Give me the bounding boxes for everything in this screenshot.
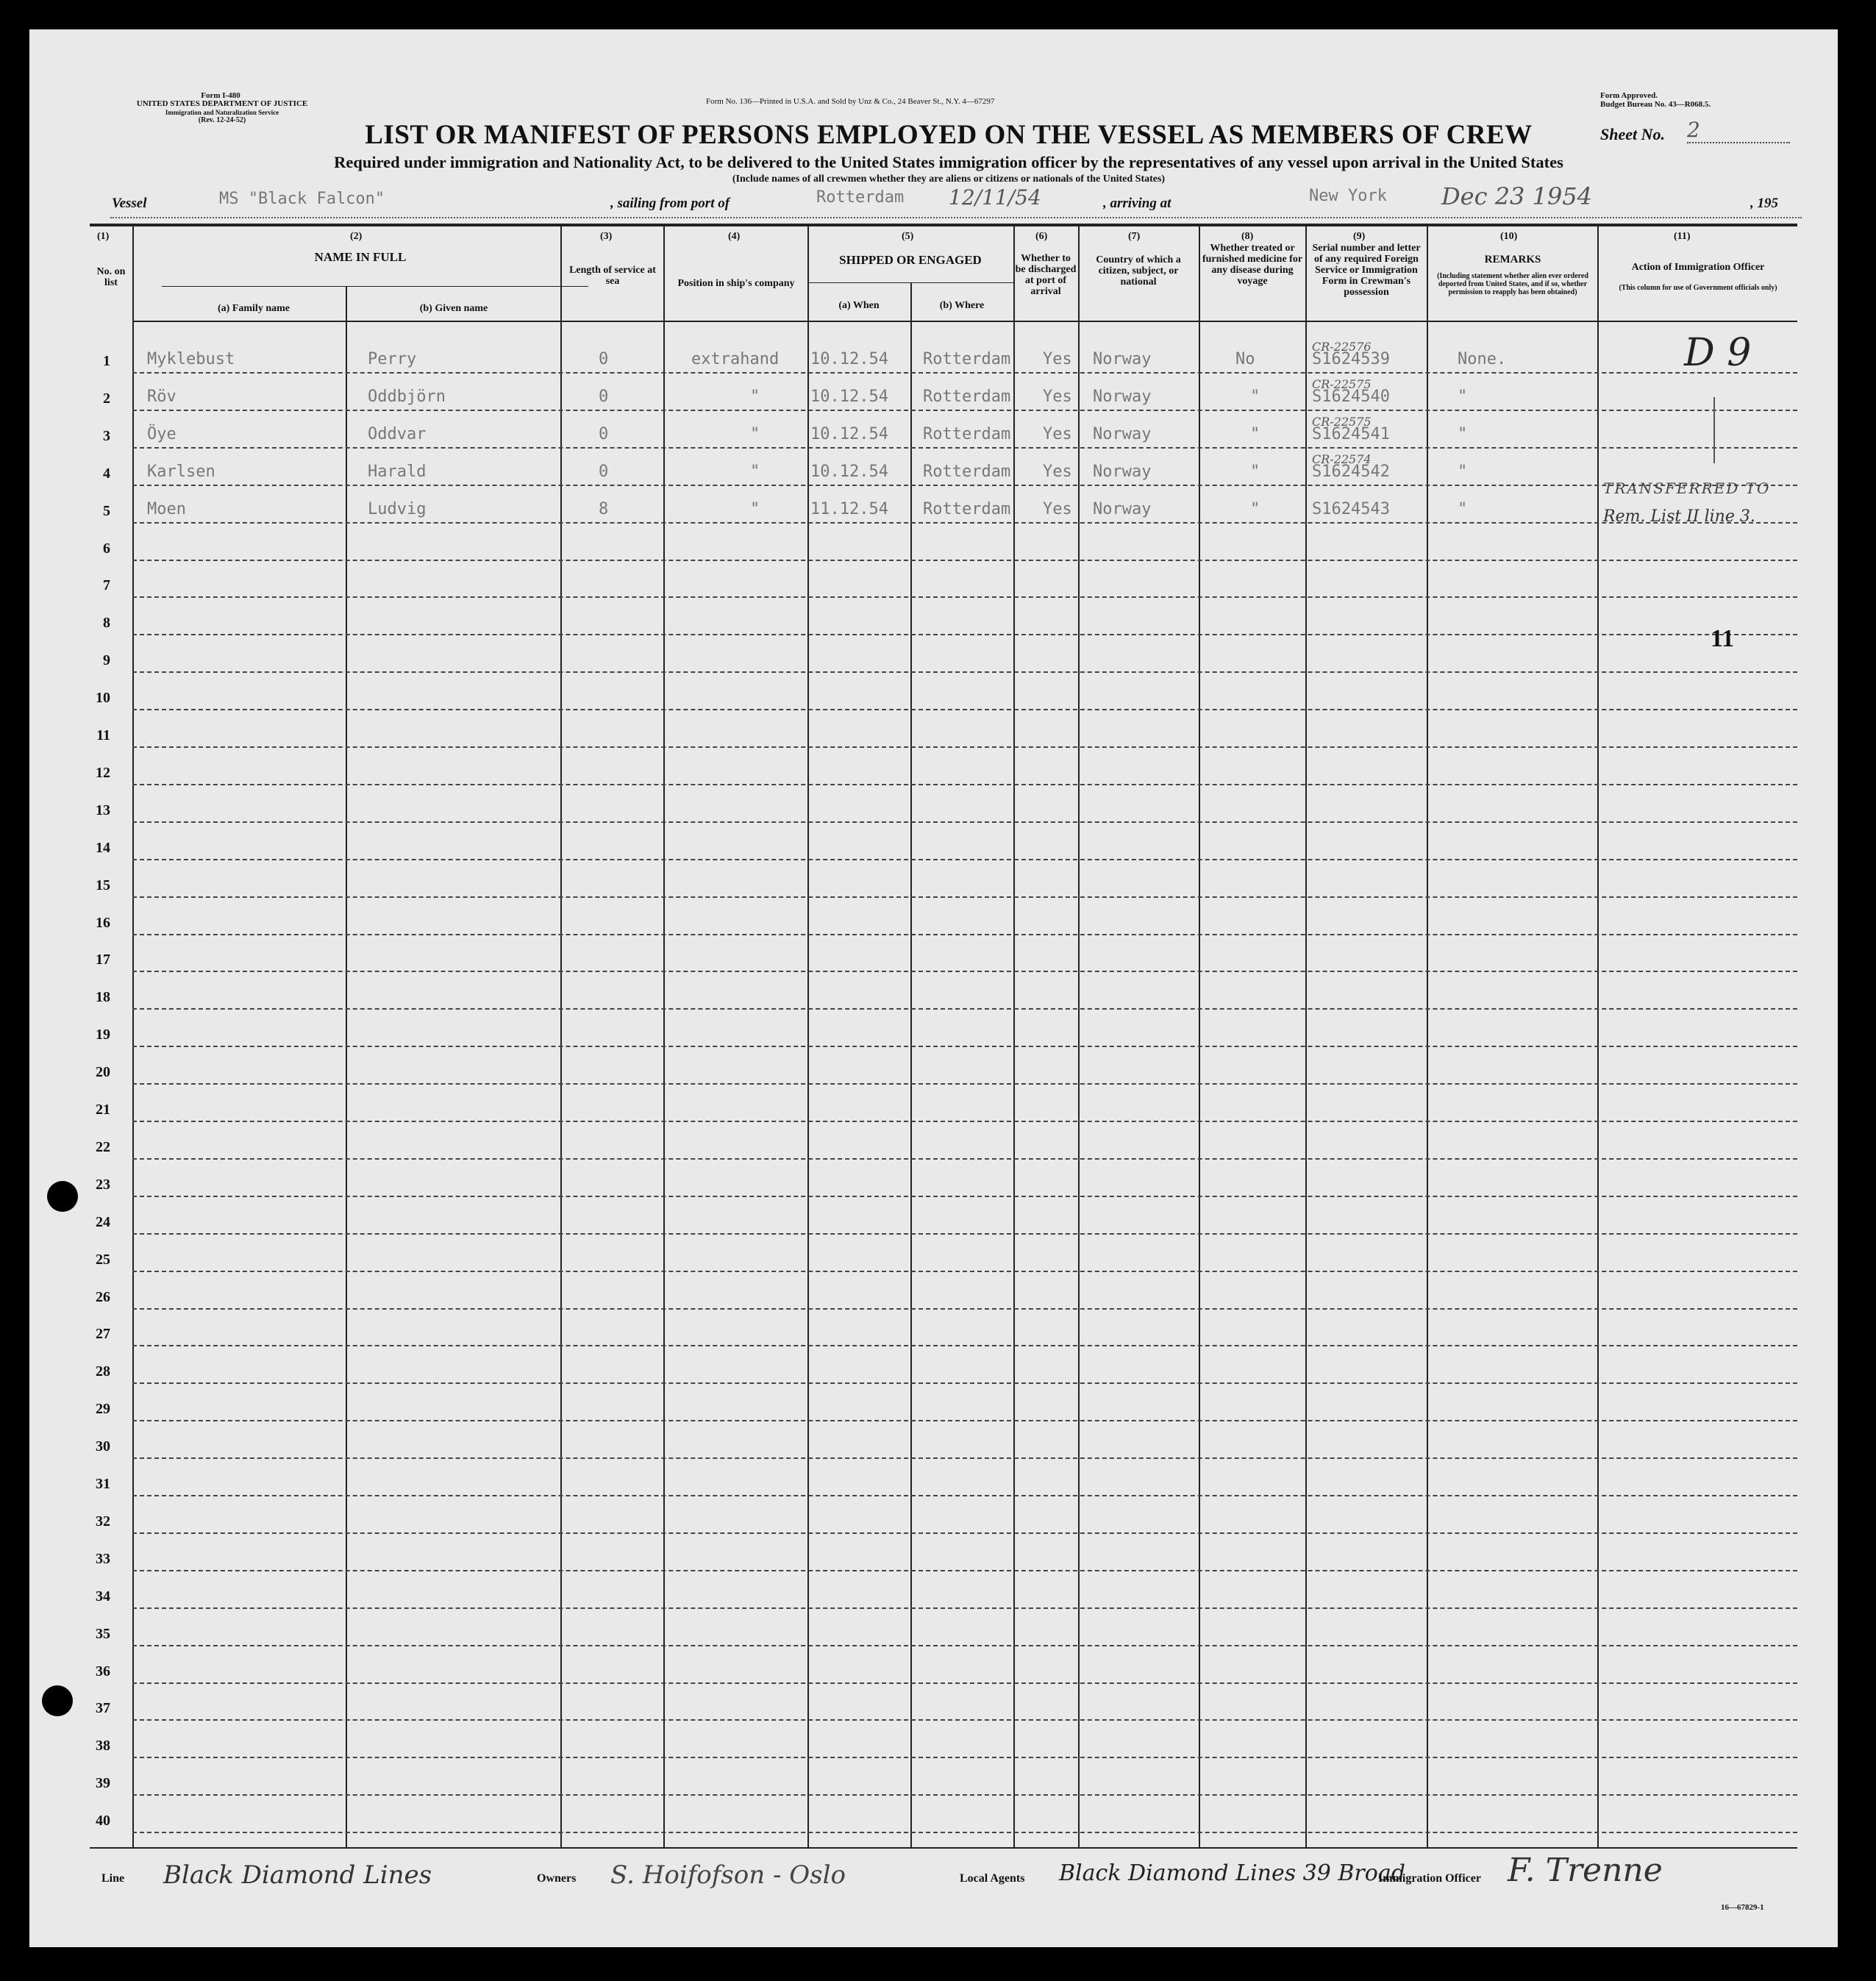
family-name: Myklebust xyxy=(147,350,235,368)
country: Norway xyxy=(1093,424,1152,443)
remarks: " xyxy=(1458,387,1468,406)
officer-bracket xyxy=(1713,397,1715,463)
family-name: Öye xyxy=(147,424,176,443)
col6-number: (6) xyxy=(1035,231,1048,242)
row-number: 29 xyxy=(96,1401,110,1418)
row-line xyxy=(132,1308,1797,1310)
col7-header: Country of which a citizen, subject, or national xyxy=(1096,254,1181,288)
service: Immigration and Naturalization Service xyxy=(165,109,279,116)
vessel-name: MS "Black Falcon" xyxy=(219,190,385,208)
row-number: 13 xyxy=(96,802,110,818)
serial-number: S1624540 xyxy=(1312,387,1390,406)
col-divider-9 xyxy=(1427,226,1428,1847)
row-number: 36 xyxy=(96,1663,110,1680)
row-line xyxy=(132,1645,1797,1646)
position: " xyxy=(750,387,760,406)
row-number: 9 xyxy=(103,652,110,669)
row-line xyxy=(132,1495,1797,1496)
owners-label: Owners xyxy=(537,1872,577,1885)
position: " xyxy=(750,462,760,481)
year-label: , 195 xyxy=(1750,196,1778,211)
officer-mark-top: D 9 xyxy=(1684,331,1752,375)
row-number: 24 xyxy=(96,1213,110,1230)
agents-value: Black Diamond Lines 39 Broad xyxy=(1059,1860,1405,1886)
col-divider-2a xyxy=(346,286,347,1847)
given-name: Harald xyxy=(368,462,427,481)
row-line xyxy=(132,1046,1797,1047)
include-note: (Include names of all crewmen whether they are aliens or citizens or nationals of the United States) xyxy=(732,174,1166,185)
sheet-label: Sheet No. xyxy=(1600,125,1665,143)
shipped-where: Rotterdam xyxy=(923,462,1011,481)
row-line xyxy=(132,596,1797,598)
col1-header: No. on list xyxy=(96,266,126,288)
remarks: " xyxy=(1458,462,1468,481)
department: UNITED STATES DEPARTMENT OF JUSTICE xyxy=(136,99,308,108)
length-of-service: 8 xyxy=(599,499,609,518)
row-number: 16 xyxy=(96,914,110,931)
row-number: 37 xyxy=(96,1700,110,1717)
medicine: " xyxy=(1250,387,1260,406)
discharged: Yes xyxy=(1043,462,1072,481)
row-number: 34 xyxy=(96,1588,110,1605)
vessel-label: Vessel xyxy=(112,196,147,211)
transferred-note: TRANSFERRED TO xyxy=(1603,479,1771,497)
shipped-when: 10.12.54 xyxy=(810,350,888,368)
row-number: 19 xyxy=(96,1027,110,1043)
row-line xyxy=(132,1271,1797,1272)
position: " xyxy=(750,424,760,443)
serial-note: CR-22574 xyxy=(1312,451,1372,466)
col7-number: (7) xyxy=(1128,231,1141,242)
col11-number: (11) xyxy=(1674,231,1691,242)
officer-signature: F. Trenne xyxy=(1508,1852,1663,1889)
row-line xyxy=(132,1196,1797,1197)
shipped-where: Rotterdam xyxy=(923,424,1011,443)
col-divider-3 xyxy=(663,226,665,1847)
col-divider-6 xyxy=(1078,226,1080,1847)
row-line xyxy=(132,1233,1797,1235)
country: Norway xyxy=(1093,462,1152,481)
form-approved: Form Approved. xyxy=(1600,91,1658,100)
row-number: 27 xyxy=(96,1326,110,1343)
row-line xyxy=(132,1570,1797,1571)
row-number: 6 xyxy=(103,540,110,557)
row-line xyxy=(132,934,1797,935)
row-number: 18 xyxy=(96,989,110,1006)
col-divider-5a xyxy=(910,282,912,1847)
table-top-border xyxy=(90,224,1797,226)
transferred-note-line2: Rem. List II line 3. xyxy=(1603,507,1755,526)
shipped-when: 10.12.54 xyxy=(810,424,888,443)
col4-header: Position in ship's company xyxy=(677,278,795,289)
page-title: LIST OR MANIFEST OF PERSONS EMPLOYED ON THE VESSEL AS MEMBERS OF CREW xyxy=(365,120,1533,150)
row-line xyxy=(132,1532,1797,1534)
row-number: 17 xyxy=(96,952,110,968)
arriving-date: Dec 23 1954 xyxy=(1441,182,1593,210)
col-divider-1 xyxy=(132,226,134,1847)
row-number: 31 xyxy=(96,1476,110,1492)
col5b-header: (b) Where xyxy=(939,300,985,311)
row-number: 40 xyxy=(96,1813,110,1830)
col3-header: Length of service at sea xyxy=(569,265,656,287)
family-name: Röv xyxy=(147,387,176,406)
line-value: Black Diamond Lines xyxy=(163,1860,432,1890)
row-number: 39 xyxy=(96,1775,110,1792)
row-number: 23 xyxy=(96,1176,110,1193)
row-line xyxy=(132,1121,1797,1122)
medicine: " xyxy=(1250,499,1260,518)
serial-number: S1624543 xyxy=(1312,499,1390,518)
row-line xyxy=(132,1345,1797,1346)
col5-number: (5) xyxy=(902,231,914,242)
col2-number: (2) xyxy=(350,231,363,242)
row-line xyxy=(132,410,1797,411)
position: " xyxy=(750,499,760,518)
owners-value: S. Hoifofson - Oslo xyxy=(610,1860,846,1890)
arriving-port: New York xyxy=(1309,187,1387,205)
row-line xyxy=(132,485,1797,486)
family-name: Moen xyxy=(147,499,186,518)
col9-number: (9) xyxy=(1353,231,1366,242)
col1-number: (1) xyxy=(97,231,110,242)
col5a-header: (a) When xyxy=(838,300,880,311)
col2a-header: (a) Family name xyxy=(218,303,290,314)
length-of-service: 0 xyxy=(599,350,609,368)
col10-number: (10) xyxy=(1500,231,1518,242)
given-name: Oddvar xyxy=(368,424,427,443)
line-label: Line xyxy=(101,1872,125,1885)
row-number: 15 xyxy=(96,877,110,893)
remarks: " xyxy=(1458,499,1468,518)
row-line xyxy=(132,896,1797,898)
discharged: Yes xyxy=(1043,387,1072,406)
col-divider-7 xyxy=(1199,226,1200,1847)
row-line xyxy=(132,859,1797,860)
discharged: Yes xyxy=(1043,424,1072,443)
row-line xyxy=(132,1794,1797,1796)
discharged: Yes xyxy=(1043,350,1072,368)
col-divider-2 xyxy=(560,226,562,1847)
col4-number: (4) xyxy=(728,231,741,242)
col9-header: Serial number and letter of any required Foreign Service or Immigration Form in Crewman's possession xyxy=(1312,243,1421,298)
remarks: " xyxy=(1458,424,1468,443)
serial-number: S1624539 xyxy=(1312,350,1390,368)
row-number: 28 xyxy=(96,1363,110,1380)
col8-header: Whether treated or furnished medicine for any disease during voyage xyxy=(1202,243,1303,287)
shipped-where: Rotterdam xyxy=(923,387,1011,406)
col-divider-4 xyxy=(807,226,809,1847)
col8-number: (8) xyxy=(1241,231,1254,242)
officer-label: Immigration Officer xyxy=(1378,1872,1481,1885)
row-line xyxy=(132,1382,1797,1384)
country: Norway xyxy=(1093,499,1152,518)
row-number: 22 xyxy=(96,1138,110,1155)
row-line xyxy=(132,746,1797,748)
row-line xyxy=(132,1682,1797,1684)
row-number: 33 xyxy=(96,1550,110,1567)
shipped-when: 10.12.54 xyxy=(810,387,888,406)
col-divider-5 xyxy=(1013,226,1015,1847)
col10-note: (Including statement whether alien ever ordered deported from United States, and if so, whether permission to reapply has been obtained) xyxy=(1437,272,1588,296)
subtitle: Required under immigration and Nationality Act, to be delivered to the United States immigration officer by the representatives of any vessel upon arrival in the United States xyxy=(334,153,1563,171)
row-number: 26 xyxy=(96,1288,110,1305)
serial-note: CR-22576 xyxy=(1312,340,1372,354)
row-number: 10 xyxy=(96,690,110,707)
length-of-service: 0 xyxy=(599,462,609,481)
row-number: 32 xyxy=(96,1513,110,1530)
row-number: 1 xyxy=(103,353,110,369)
binder-hole-lower xyxy=(42,1685,73,1716)
budget-bureau: Budget Bureau No. 43—R068.5. xyxy=(1600,100,1711,109)
sheet-number: 2 xyxy=(1687,118,1790,143)
officer-count: 11 xyxy=(1711,625,1735,652)
row-number: 21 xyxy=(96,1102,110,1118)
row-line xyxy=(132,1757,1797,1758)
serial-number: S1624542 xyxy=(1312,462,1390,481)
serial-note: CR-22575 xyxy=(1312,376,1372,391)
given-name: Perry xyxy=(368,350,417,368)
row-line xyxy=(132,634,1797,635)
family-name: Karlsen xyxy=(147,462,215,481)
row-number: 20 xyxy=(96,1064,110,1081)
agents-label: Local Agents xyxy=(960,1872,1025,1885)
length-of-service: 0 xyxy=(599,424,609,443)
col6-header: Whether to be discharged at port of arrival xyxy=(1015,253,1077,297)
form-number: Form I-480 xyxy=(201,91,240,100)
shipped-when: 11.12.54 xyxy=(810,499,888,518)
row-number: 35 xyxy=(96,1625,110,1642)
row-number: 11 xyxy=(96,727,110,743)
col5-header: SHIPPED OR ENGAGED xyxy=(839,253,982,267)
binder-hole-upper xyxy=(47,1181,78,1212)
col10-header: REMARKS xyxy=(1484,254,1541,265)
row-number: 14 xyxy=(96,839,110,856)
row-number: 12 xyxy=(96,764,110,781)
given-name: Ludvig xyxy=(368,499,427,518)
row-line xyxy=(132,1008,1797,1010)
country: Norway xyxy=(1093,387,1152,406)
header-bottom-border xyxy=(132,321,1797,322)
sailing-port: Rotterdam xyxy=(816,188,905,207)
discharged: Yes xyxy=(1043,499,1072,518)
row-line xyxy=(132,971,1797,972)
arriving-label: , arriving at xyxy=(1103,196,1171,211)
medicine: No xyxy=(1235,350,1255,368)
revision: (Rev. 12-24-52) xyxy=(198,116,246,124)
col-divider-8 xyxy=(1305,226,1307,1847)
row-line xyxy=(132,1083,1797,1085)
row-number: 5 xyxy=(103,502,110,519)
given-name: Oddbjörn xyxy=(368,387,446,406)
sailing-date: 12/11/54 xyxy=(949,185,1041,210)
row-line xyxy=(132,1457,1797,1459)
col2b-header: (b) Given name xyxy=(419,303,488,314)
row-line xyxy=(132,709,1797,710)
shipped-when: 10.12.54 xyxy=(810,462,888,481)
row-line xyxy=(132,447,1797,449)
form-code: 16—67829-1 xyxy=(1721,1903,1764,1912)
sailing-label: , sailing from port of xyxy=(610,196,730,211)
row-number: 25 xyxy=(96,1251,110,1268)
printer-line: Form No. 136—Printed in U.S.A. and Sold by Unz & Co., 24 Beaver St., N.Y. 4—67297 xyxy=(706,97,995,106)
row-line xyxy=(132,522,1797,524)
row-line xyxy=(132,821,1797,823)
medicine: " xyxy=(1250,424,1260,443)
row-number: 7 xyxy=(103,577,110,594)
col-divider-10 xyxy=(1597,226,1599,1847)
col11-note: (This column for use of Government officials only) xyxy=(1619,284,1777,292)
row-line xyxy=(132,560,1797,561)
row-line xyxy=(132,1832,1797,1833)
country: Norway xyxy=(1093,350,1152,368)
row-number: 30 xyxy=(96,1438,110,1455)
row-line xyxy=(132,671,1797,673)
medicine: " xyxy=(1250,462,1260,481)
name-subheader-line xyxy=(162,286,588,287)
col2-header: NAME IN FULL xyxy=(314,250,407,264)
col3-number: (3) xyxy=(600,231,613,242)
serial-number: S1624541 xyxy=(1312,424,1390,443)
row-number: 3 xyxy=(103,427,110,444)
position: extrahand xyxy=(691,350,780,368)
serial-note: CR-22575 xyxy=(1312,414,1372,429)
row-number: 38 xyxy=(96,1738,110,1755)
manifest-page xyxy=(29,29,1838,1947)
row-line xyxy=(132,1420,1797,1421)
shipped-where: Rotterdam xyxy=(923,499,1011,518)
length-of-service: 0 xyxy=(599,387,609,406)
col11-header: Action of Immigration Officer xyxy=(1631,262,1765,273)
row-line xyxy=(132,372,1797,374)
row-line xyxy=(132,1607,1797,1609)
row-line xyxy=(132,1719,1797,1721)
row-number: 2 xyxy=(103,390,110,407)
row-line xyxy=(132,1158,1797,1160)
row-number: 4 xyxy=(103,465,110,482)
row-number: 8 xyxy=(103,615,110,632)
remarks: None. xyxy=(1458,350,1507,368)
row-line xyxy=(132,784,1797,785)
shipped-where: Rotterdam xyxy=(923,350,1011,368)
table-bottom-border xyxy=(90,1847,1797,1849)
